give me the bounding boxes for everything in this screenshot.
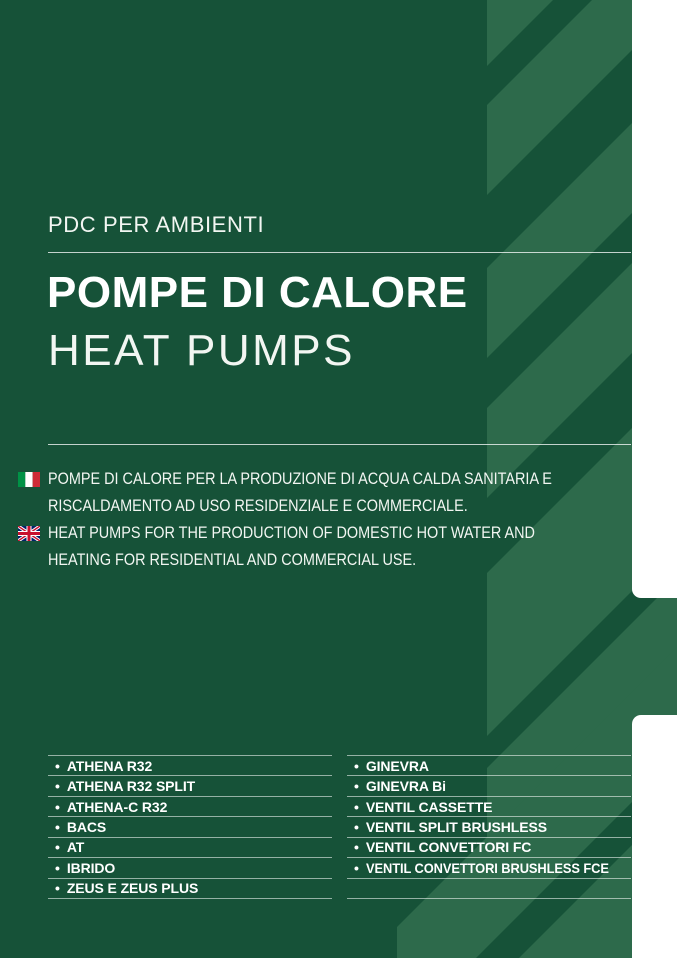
product-row: [347, 838, 631, 858]
product-list-right: [347, 755, 631, 899]
bullet-icon: •: [55, 880, 60, 897]
bullet-icon: •: [55, 839, 60, 856]
bullet-icon: •: [55, 778, 60, 795]
bullet-icon: •: [55, 798, 60, 815]
product-label: ATHENA R32 SPLIT: [66, 778, 196, 795]
product-label: VENTIL SPLIT BRUSHLESS: [365, 819, 547, 836]
product-row: [48, 776, 332, 796]
product-label: BACS: [66, 819, 107, 836]
page-margin-bottom-right: [632, 715, 677, 958]
product-row: [347, 817, 631, 837]
product-list-left: [48, 755, 332, 899]
intro-italian: [18, 466, 648, 521]
bullet-icon: •: [55, 859, 60, 876]
product-row: [347, 756, 631, 776]
bullet-icon: •: [354, 798, 359, 815]
intro-text-line: HEAT PUMPS FOR THE PRODUCTION OF DOMESTIC HOT WATER AND: [48, 524, 535, 542]
bullet-icon: •: [354, 859, 359, 876]
product-label: AT: [66, 839, 85, 856]
product-label: VENTIL CASSETTE: [365, 798, 493, 815]
catalog-index-tab: [632, 598, 677, 715]
page-subtitle: HEAT PUMPS: [48, 326, 355, 375]
product-label: ZEUS E ZEUS PLUS: [66, 880, 199, 897]
product-label: ATHENA R32: [66, 757, 153, 774]
bullet-icon: •: [354, 839, 359, 856]
product-label: VENTIL CONVETTORI BRUSHLESS FCE: [365, 859, 609, 876]
product-label: GINEVRA: [365, 757, 429, 774]
product-row: [347, 797, 631, 817]
bullet-icon: •: [354, 757, 359, 774]
intro-italian-text: [48, 466, 576, 521]
header-divider: [48, 252, 631, 253]
product-label: VENTIL CONVETTORI FC: [365, 839, 532, 856]
product-row: [48, 756, 332, 776]
product-row: [48, 797, 332, 817]
bullet-icon: •: [354, 819, 359, 836]
intro-text-line: POMPE DI CALORE PER LA PRODUZIONE DI ACQUA CALDA SANITARIA E: [48, 470, 552, 488]
intro-text-line: RISCALDAMENTO AD USO RESIDENZIALE E COMMERCIALE.: [48, 497, 468, 516]
intro-divider: [48, 444, 631, 445]
intro-english: [18, 520, 648, 575]
bullet-icon: •: [55, 819, 60, 836]
section-eyebrow: PDC PER AMBIENTI: [48, 212, 265, 237]
product-row: [347, 858, 631, 878]
product-label: IBRIDO: [66, 859, 116, 876]
product-label: ATHENA-C R32: [66, 798, 168, 815]
product-row: [48, 838, 332, 858]
intro-text-line: HEATING FOR RESIDENTIAL AND COMMERCIAL USE.: [48, 551, 417, 570]
intro-english-text: [48, 520, 576, 575]
product-row: [48, 879, 332, 899]
product-row: [347, 776, 631, 796]
italy-flag-icon: [18, 472, 40, 487]
product-row: [48, 858, 332, 878]
product-label: GINEVRA Bi: [365, 778, 446, 795]
product-row-empty: [347, 879, 631, 899]
uk-flag-icon: [18, 526, 40, 541]
page-title: POMPE DI CALORE: [47, 268, 468, 317]
bullet-icon: •: [354, 778, 359, 795]
bullet-icon: •: [55, 757, 60, 774]
product-row: [48, 817, 332, 837]
